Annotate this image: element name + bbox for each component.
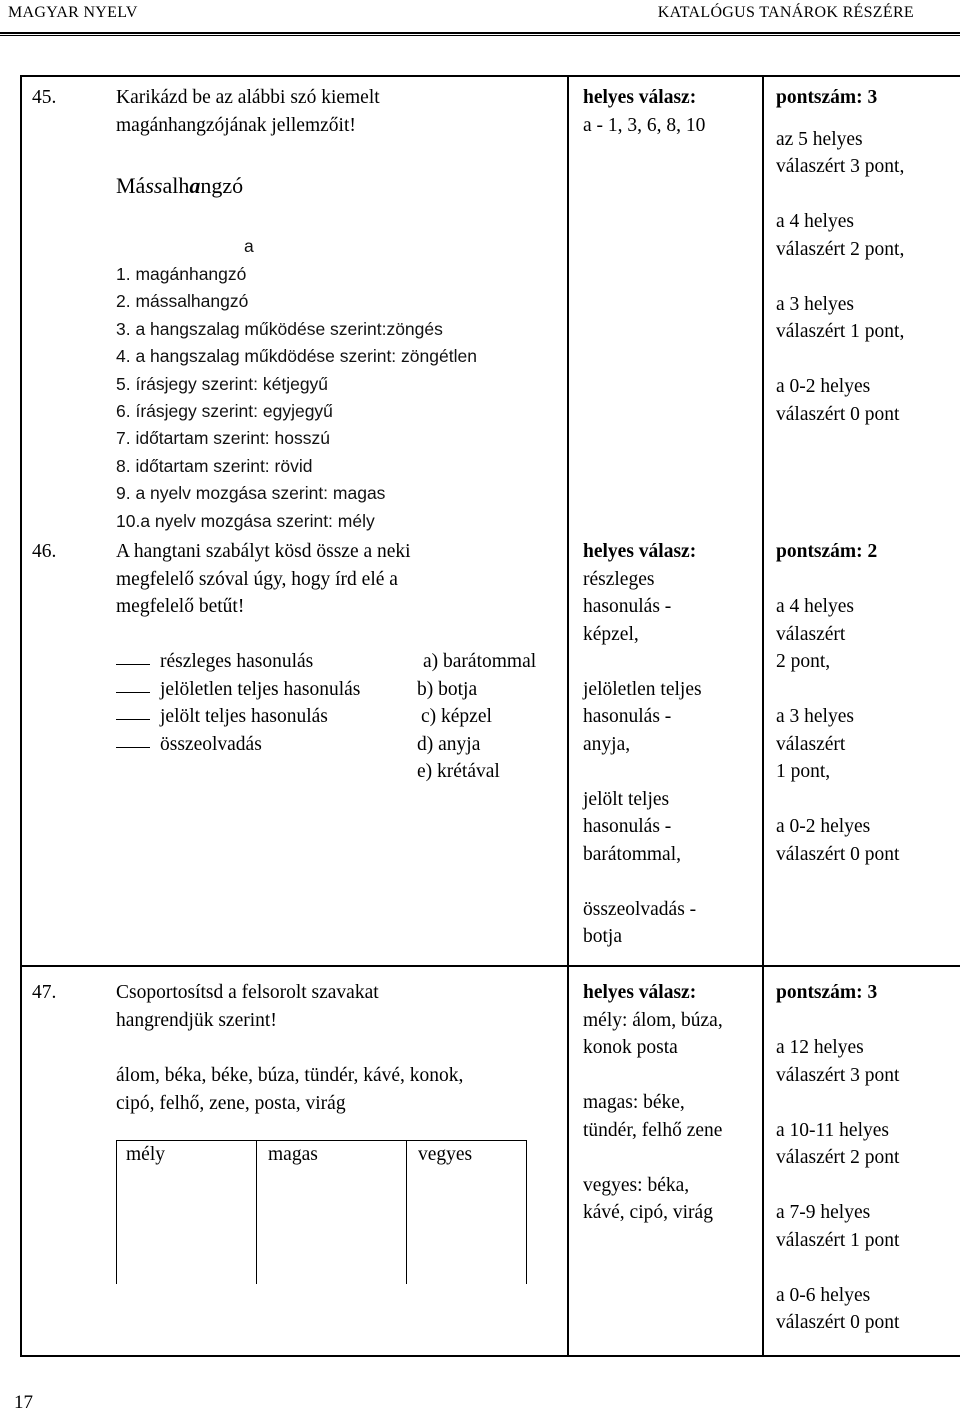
list-item: d) anyja — [417, 733, 481, 755]
table-input-cell[interactable] — [408, 1180, 524, 1282]
score-label: pontszám: 2 — [776, 541, 878, 562]
list-item: jelöletlen teljes hasonulás — [116, 676, 360, 704]
question-text: A hangtani szabályt kösd össze a neki megfelelő szóval úgy, hogy írd elé a megfelelő betűt! — [116, 541, 411, 617]
list-item[interactable]: 5. írásjegy szerint: kétjegyű — [116, 373, 329, 394]
table-header: magas — [268, 1144, 318, 1165]
word-list — [417, 648, 536, 786]
score-label: pontszám: 3 — [776, 982, 878, 1003]
list-item: b) botja — [417, 678, 478, 700]
list-item[interactable]: 3. a hangszalag működése szerint:zöngés — [116, 318, 443, 339]
header-rule — [0, 32, 960, 36]
list-item[interactable]: 1. magánhangzó — [116, 264, 247, 284]
answer-blank[interactable] — [116, 719, 150, 720]
example-word: Mássalhangzó — [116, 173, 244, 198]
question-number: 47. — [32, 982, 57, 1003]
score-label: pontszám: 3 — [776, 87, 878, 108]
word-pool: álom, béka, béke, búza, tündér, kávé, konok, cipó, felhő, zene, posta, virág — [116, 1065, 464, 1114]
list-item: összeolvadás — [116, 731, 360, 759]
highlighted-letter: a — [244, 236, 254, 256]
list-item: c) képzel — [421, 706, 492, 727]
question-text: Karikázd be az alábbi szó kiemelt magánhangzójának jellemzőit! — [116, 87, 380, 136]
table-bottom-border — [20, 1355, 960, 1357]
list-item[interactable]: 2. mássalhangzó — [116, 291, 249, 312]
list-item[interactable]: 10.a nyelv mozgása szerint: mély — [116, 510, 375, 531]
question-number: 45. — [32, 87, 57, 108]
table-header: mély — [126, 1144, 165, 1165]
question-text: Csoportosítsd a felsorolt szavakat hangrendjük szerint! — [116, 982, 379, 1031]
list-item[interactable]: 8. időtartam szerint: rövid — [116, 455, 313, 476]
list-item[interactable]: 4. a hangszalag műkdödése szerint: zöngétlen — [116, 346, 477, 367]
list-item[interactable]: 6. írásjegy szerint: egyjegyű — [116, 400, 333, 421]
table-input-cell[interactable] — [118, 1180, 254, 1282]
column-border — [20, 75, 22, 1357]
option-list — [116, 261, 477, 535]
list-item: a) barátommal — [423, 651, 537, 672]
scoring-cell: pontszám: 3 az 5 helyes válaszért 3 pont, a 4 helyes válaszért 2 pont, a 3 helyes válaszért 1 pont, a 0-2 helyes válaszért 0 pont — [776, 84, 904, 428]
question-number: 46. — [32, 541, 57, 562]
list-item: részleges hasonulás — [116, 648, 360, 676]
table-input-cell[interactable] — [258, 1180, 404, 1282]
scoring-cell: pontszám: 3 a 12 helyes válaszért 3 pont a 10-11 helyes válaszért 2 pont a 7-9 helyes válaszért 1 pont a 0-6 helyes válaszért 0 pont — [776, 979, 899, 1337]
table-top-border — [20, 75, 960, 77]
answer-cell: helyes válasz: részleges hasonulás - képzel, jelöletlen teljes hasonulás - anyja, jelölt teljes hasonulás - barátommal, összeolvadás - botja — [583, 538, 702, 951]
list-item[interactable]: 7. időtartam szerint: hosszú — [116, 428, 330, 449]
answer-cell — [583, 84, 705, 139]
header-left: MAGYAR NYELV — [8, 4, 138, 21]
page-number: 17 — [14, 1392, 33, 1413]
answer-label: helyes válasz: — [583, 541, 697, 562]
grouping-table — [116, 1140, 526, 1284]
answer-blank[interactable] — [116, 664, 150, 665]
list-item: e) krétával — [417, 761, 500, 782]
answer-label: helyes válasz: — [583, 87, 697, 108]
list-item: jelölt teljes hasonulás — [116, 703, 360, 731]
answer-cell: helyes válasz: mély: álom, búza, konok posta magas: béke, tündér, felhő zene vegyes: béka, kávé, cipó, virág — [583, 979, 723, 1227]
row-divider — [20, 965, 960, 967]
header-right: KATALÓGUS TANÁROK RÉSZÉRE — [657, 4, 914, 21]
column-border — [762, 75, 764, 1357]
answer-text: a - 1, 3, 6, 8, 10 — [583, 114, 706, 136]
scoring-cell: pontszám: 2 a 4 helyes válaszért 2 pont, a 3 helyes válaszért 1 pont, a 0-2 helyes válaszért 0 pont — [776, 538, 899, 868]
list-item[interactable]: 9. a nyelv mozgása szerint: magas — [116, 483, 386, 504]
answer-blank[interactable] — [116, 692, 150, 693]
table-header: vegyes — [418, 1144, 473, 1165]
column-border — [567, 75, 569, 1357]
answer-label: helyes válasz: — [583, 982, 697, 1003]
rule-list — [116, 648, 360, 758]
answer-blank[interactable] — [116, 747, 150, 748]
